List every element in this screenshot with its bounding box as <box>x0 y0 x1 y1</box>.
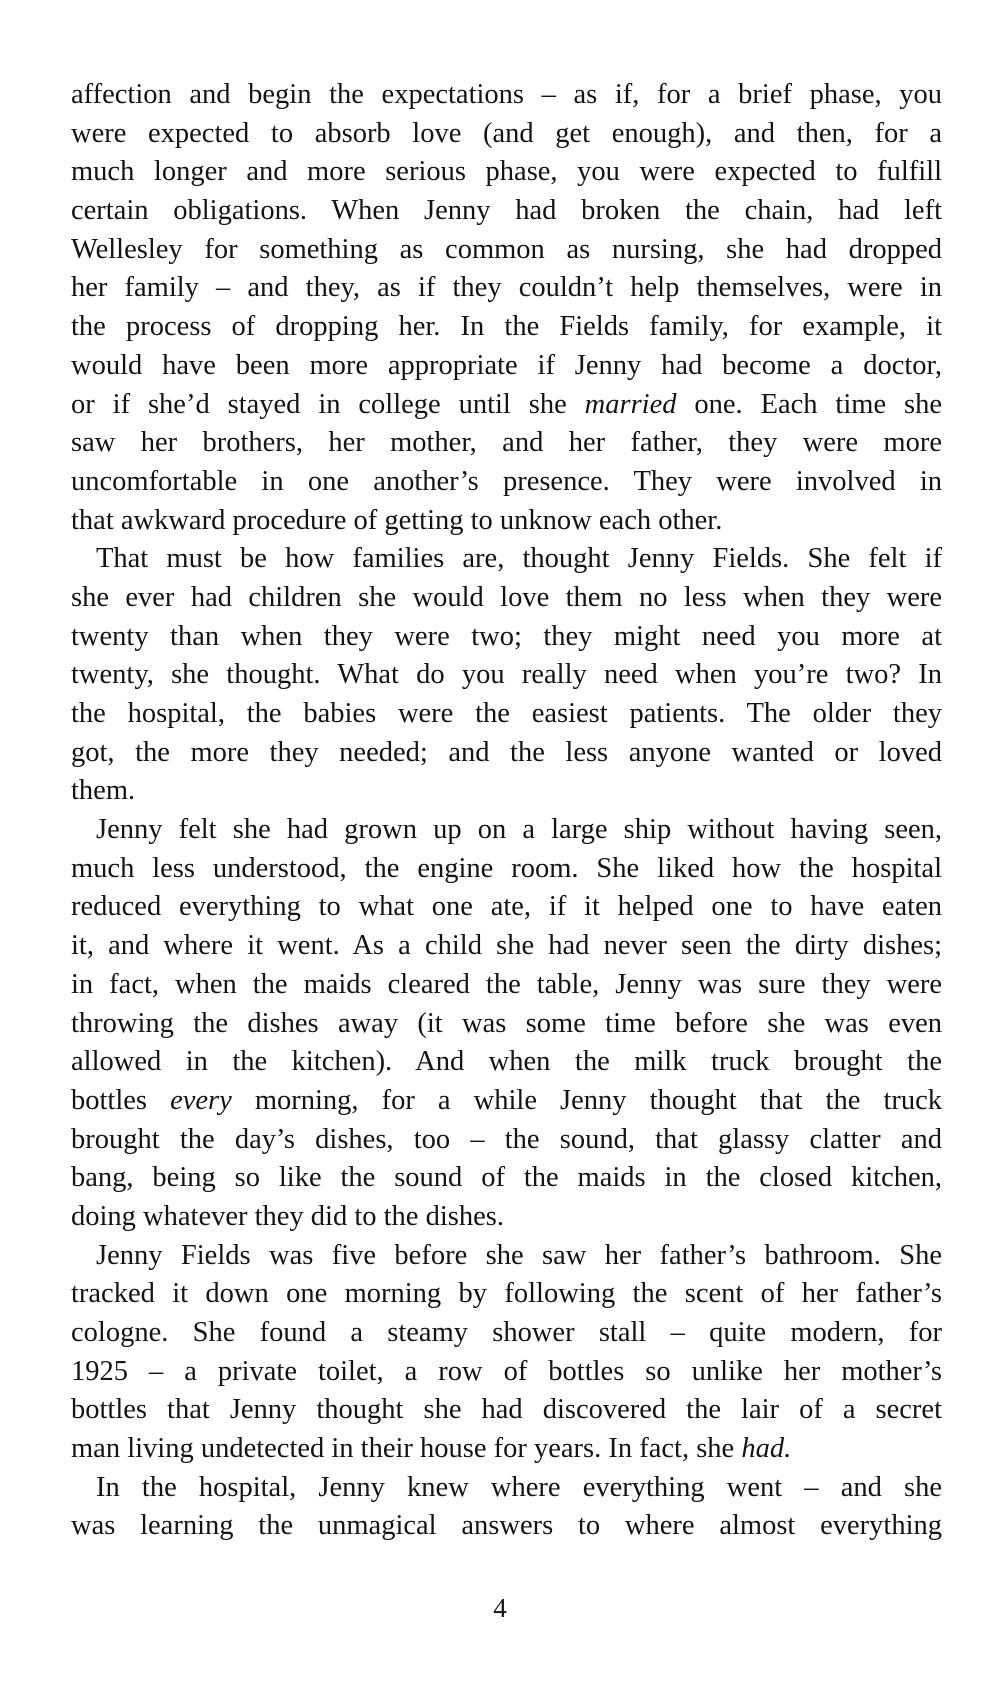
text-segment: it, and where it went. As a child she had never seen the dirty dishes; <box>71 930 942 962</box>
text-line <box>71 463 942 502</box>
text-segment: one. Each time she <box>676 388 942 420</box>
text-line <box>71 192 942 231</box>
text-segment: twenty, she thought. What do you really need when you’re two? In <box>71 659 942 691</box>
text-segment: Jenny Fields was five before she saw her father’s bathroom. She <box>96 1239 942 1271</box>
text-segment: throwing the dishes away (it was some time before she was even <box>71 1007 942 1039</box>
text-segment: that awkward procedure of getting to unknow each other. <box>71 504 723 536</box>
body-text <box>71 76 942 1546</box>
text-segment: bottles that Jenny thought she had discovered the lair of a secret <box>71 1394 942 1426</box>
italic-text: every <box>170 1084 232 1116</box>
text-line <box>71 308 942 347</box>
italic-text: married <box>584 388 677 420</box>
paragraph <box>71 540 942 811</box>
text-line <box>71 115 942 154</box>
text-line <box>71 269 942 308</box>
text-segment: man living undetected in their house for years. In fact, she <box>71 1433 742 1465</box>
text-line <box>71 540 942 579</box>
text-line <box>71 734 942 773</box>
text-line <box>71 1005 942 1044</box>
text-segment: allowed in the kitchen). And when the milk truck brought the <box>71 1046 942 1078</box>
text-line <box>71 347 942 386</box>
text-segment: tracked it down one morning by following the scent of her father’s <box>71 1278 942 1310</box>
text-line <box>71 811 942 850</box>
text-segment: much longer and more serious phase, you were expected to fulfill <box>71 156 942 188</box>
text-segment: That must be how families are, thought Jenny Fields. She felt if <box>96 543 942 575</box>
text-segment: the process of dropping her. In the Fields family, for example, it <box>71 311 942 343</box>
text-segment: 1925 – a private toilet, a row of bottles so unlike her mother’s <box>71 1355 942 1387</box>
text-line <box>71 1198 942 1237</box>
text-line <box>71 424 942 463</box>
text-segment: was learning the unmagical answers to where almost everything <box>71 1510 942 1542</box>
italic-text: had. <box>741 1433 792 1465</box>
text-line <box>71 1237 942 1276</box>
text-line <box>71 966 942 1005</box>
paragraph <box>71 811 942 1237</box>
text-segment: or if she’d stayed in college until she <box>71 388 585 420</box>
text-line <box>71 1121 942 1160</box>
text-line <box>71 386 942 425</box>
text-segment: brought the day’s dishes, too – the sound, that glassy clatter and <box>71 1123 942 1155</box>
text-line <box>71 772 942 811</box>
text-line <box>71 1391 942 1430</box>
text-segment: got, the more they needed; and the less anyone wanted or loved <box>71 736 942 768</box>
text-line <box>71 888 942 927</box>
text-segment: the hospital, the babies were the easiest patients. The older they <box>71 698 942 729</box>
text-segment: in fact, when the maids cleared the table, Jenny was sure they were <box>71 968 942 1000</box>
text-line <box>71 1314 942 1353</box>
text-segment: her family – and they, as if they couldn’t help themselves, were in <box>71 272 942 304</box>
text-segment: much less understood, the engine room. She liked how the hospital <box>71 852 942 884</box>
book-page <box>71 76 942 1546</box>
paragraph <box>71 76 942 540</box>
paragraph <box>71 1237 942 1469</box>
text-line <box>71 153 942 192</box>
text-line <box>71 1275 942 1314</box>
text-line <box>71 1507 942 1546</box>
text-segment: saw her brothers, her mother, and her father, they were more <box>71 427 942 459</box>
text-segment: affection and begin the expectations – as if, for a brief phase, you <box>71 79 942 110</box>
text-segment: twenty than when they were two; they might need you more at <box>71 620 942 652</box>
text-line <box>71 695 942 734</box>
text-segment: doing whatever they did to the dishes. <box>71 1200 504 1232</box>
text-segment: morning, for a while Jenny thought that the truck <box>231 1084 943 1116</box>
text-segment: cologne. She found a steamy shower stall – quite modern, for <box>71 1317 942 1348</box>
text-segment: In the hospital, Jenny knew where everything went – and she <box>96 1471 942 1503</box>
text-segment: uncomfortable in one another’s presence. They were involved in <box>71 465 942 497</box>
text-segment: Jenny felt she had grown up on a large ship without having seen, <box>96 814 942 846</box>
text-line <box>71 850 942 889</box>
text-segment: bottles <box>71 1084 171 1116</box>
text-line <box>71 1043 942 1082</box>
text-segment: she ever had children she would love them no less when they were <box>71 581 942 613</box>
text-segment: were expected to absorb love (and get enough), and then, for a <box>71 117 942 149</box>
paragraph <box>71 1469 942 1546</box>
text-segment: reduced everything to what one ate, if it helped one to have eaten <box>71 891 942 923</box>
text-line <box>71 618 942 657</box>
text-line <box>71 927 942 966</box>
text-line <box>71 1159 942 1198</box>
text-line <box>71 579 942 618</box>
text-line <box>71 76 942 115</box>
text-segment: Wellesley for something as common as nursing, she had dropped <box>71 233 942 265</box>
text-segment: would have been more appropriate if Jenny had become a doctor, <box>71 349 942 381</box>
text-segment: certain obligations. When Jenny had broken the chain, had left <box>71 195 942 227</box>
text-line <box>71 231 942 270</box>
text-segment: bang, being so like the sound of the maids in the closed kitchen, <box>71 1162 942 1194</box>
text-line <box>71 656 942 695</box>
text-line <box>71 1469 942 1508</box>
text-segment: them. <box>71 775 136 807</box>
text-line <box>71 502 942 541</box>
text-line <box>71 1353 942 1392</box>
text-line <box>71 1430 942 1469</box>
page-number: 4 <box>493 1593 507 1623</box>
text-line <box>71 1082 942 1121</box>
